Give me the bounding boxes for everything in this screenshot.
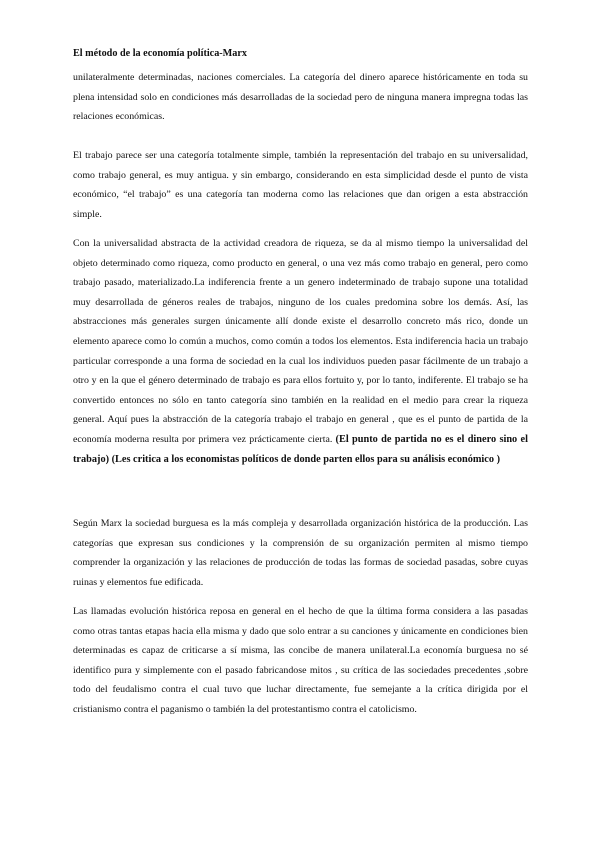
paragraph-4 <box>73 514 528 592</box>
paragraph-1 <box>73 68 528 127</box>
paragraph-2 <box>73 146 528 224</box>
document-title: El método de la economía política-Marx <box>73 48 248 59</box>
paragraph-3 <box>73 234 528 469</box>
paragraph-5-text: Las llamadas evolución histórica reposa en general en el hecho de que la última forma considera a las pasadas como otras tantas etapas hacia ella misma y dado que solo entrar a su canciones y únicamente en condiciones bien determinadas es capaz de criticarse a sí misma, las concibe de manera unilateral.La economía burguesa no sé identifico pura y simplemente con el pasado fabricandose mitos , su crítica de las sociedades precedentes ,sobre todo del feudalismo contra el cual tuvo que luchar directamente, fue semejante a la crítica dirigida por el cristianismo contra el paganismo o también la del protestantismo contra el catolicismo. <box>73 606 528 715</box>
paragraph-2-text: El trabajo parece ser una categoría totalmente simple, también la representación del trabajo en su universalidad, como trabajo general, es muy antigua. y sin embargo, considerando en esta simplicidad desde el punto de vista económico, “el trabajo” es una categoría tan moderna como las relaciones que dan origen a esta abstracción simple. <box>73 150 528 220</box>
paragraph-1-text: unilateralmente determinadas, naciones comerciales. La categoría del dinero aparece históricamente en toda su plena intensidad solo en condiciones más desarrolladas de la sociedad pero de ninguna manera impregna todas las relaciones económicas. <box>73 72 528 123</box>
paragraph-5 <box>73 602 528 720</box>
paragraph-3-text: Con la universalidad abstracta de la actividad creadora de riqueza, se da al mismo tiempo la universalidad del objeto determinado como riqueza, como producto en general, o una vez más como trabajo en general, pero como trabajo pasado, materializado.La indiferencia frente a un genero indeterminado de trabajo supone una totalidad muy desarrollada de géneros reales de trabajos, ninguno de los cuales predomina sobre los demás. Así, las abstracciones más generales surgen únicamente allí donde existe el desarrollo concreto más rico, donde un elemento aparece como lo común a muchos, como común a todos los elementos. Esta indiferencia hacia un trabajo particular corresponde a una forma de sociedad en la cual los individuos pueden pasar fácilmente de un trabajo a otro y en la que el género determinado de trabajo es para ellos fortuito y, por lo tanto, indiferente. El trabajo se ha convertido entonces no sólo en tanto categoría sino también en la realidad en el medio para crear la riqueza general. Aquí pues la abstracción de la categoría trabajo el trabajo en general , que es el punto de partida de la economía moderna resulta por primera vez prácticamente cierta. <box>73 238 528 445</box>
paragraph-3-bold-note: (El punto de partida no es el dinero sino el trabajo) (Les critica a los economistas políticos de donde parten ellos para su análisis económico ) <box>73 433 528 465</box>
paragraph-4-text: Según Marx la sociedad burguesa es la más compleja y desarrollada organización histórica de la producción. Las categorías que expresan sus condiciones y la comprensión de su organización permiten al mismo tiempo comprender la organización y las relaciones de producción de todas las formas de sociedad pasadas, sobre cuyas ruinas y elementos fue edificada. <box>73 518 528 588</box>
